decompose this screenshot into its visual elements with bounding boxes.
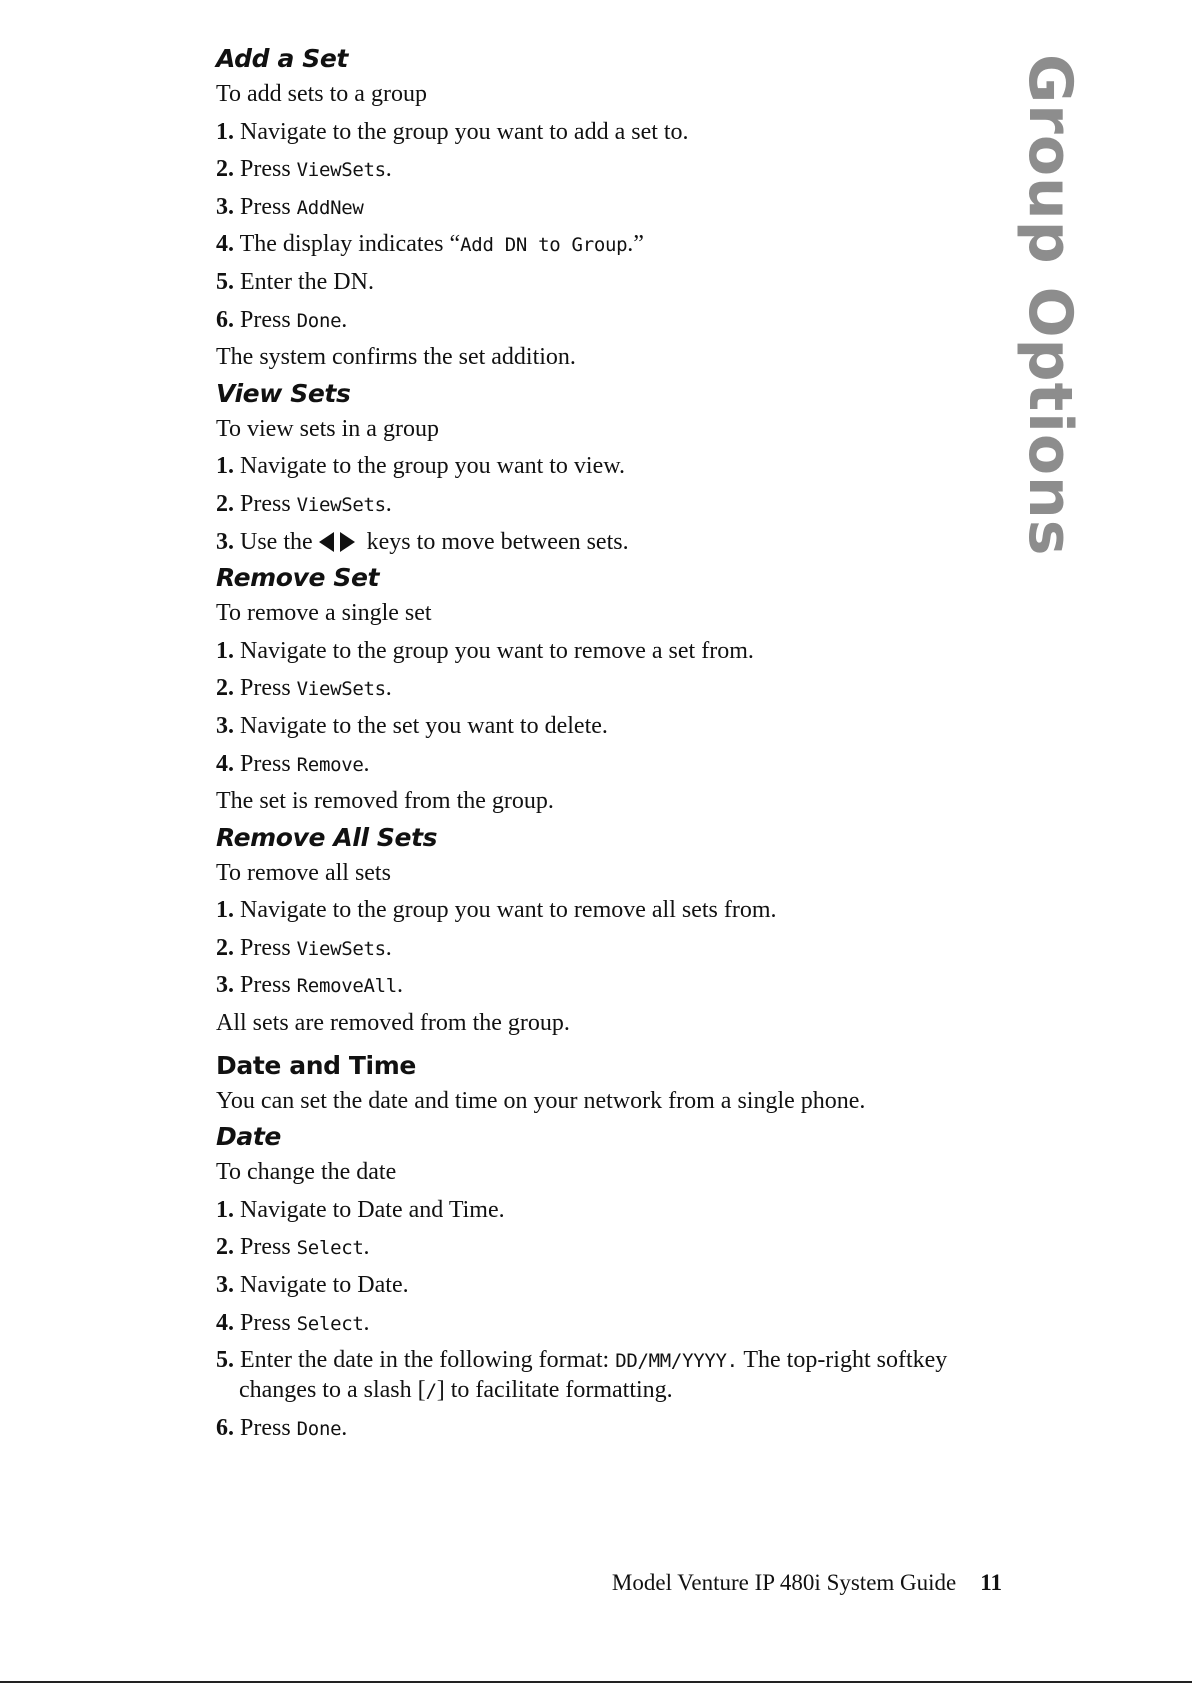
list-item	[216, 1192, 1016, 1230]
list-item	[216, 448, 1016, 486]
step-text: Navigate to the group you want to remove a set from.	[240, 637, 754, 664]
step-number: 1.	[216, 897, 234, 924]
step-text: Press	[240, 1234, 297, 1261]
heading-add-a-set: Add a Set	[216, 44, 348, 73]
softkey-label: Select	[296, 1237, 364, 1260]
list-item	[216, 264, 1016, 302]
intro-add-a-set: To add sets to a group	[216, 81, 427, 107]
heading-remove-set: Remove Set	[216, 563, 380, 593]
step-number: 3.	[216, 972, 234, 999]
softkey-label: Select	[296, 1312, 364, 1335]
step-text: Press	[240, 934, 297, 961]
list-item	[216, 1229, 1016, 1267]
list-item	[216, 302, 1016, 340]
heading-date-and-time: Date and Time	[216, 1050, 416, 1080]
outro-remove-all-sets: All sets are removed from the group.	[216, 1010, 570, 1037]
list-item	[216, 151, 1016, 189]
step-text: ] to facilitate formatting.	[436, 1377, 673, 1404]
bottom-divider	[0, 1681, 1192, 1683]
list-item	[216, 746, 1016, 784]
step-text: .	[396, 972, 403, 999]
page-number: 11	[980, 1570, 1002, 1595]
list-item	[216, 670, 1016, 708]
intro-remove-set: To remove a single set	[216, 600, 432, 627]
heading-date: Date	[216, 1122, 281, 1152]
step-text: Navigate to Date and Time.	[240, 1196, 505, 1223]
softkey-label: AddNew	[296, 196, 364, 219]
step-number: 3.	[216, 1272, 234, 1299]
softkey-label: Done	[296, 1418, 342, 1441]
step-number: 2.	[216, 934, 234, 961]
step-text: .	[341, 1415, 348, 1442]
step-text: Press	[240, 675, 297, 702]
list-item	[216, 524, 1016, 562]
list-item	[216, 892, 1016, 930]
softkey-label: ViewSets	[296, 159, 386, 182]
step-number: 4.	[216, 1309, 234, 1336]
intro-view-sets: To view sets in a group	[216, 415, 439, 442]
page-footer	[612, 1570, 1002, 1596]
list-item	[216, 967, 1016, 1005]
step-text: Press	[240, 972, 297, 999]
date-format-label: DD/MM/YYYY.	[615, 1350, 738, 1373]
step-text: Navigate to the set you want to delete.	[240, 712, 608, 739]
list-item	[216, 1267, 1016, 1305]
step-text: Enter the DN.	[240, 268, 374, 295]
step-text: Press	[240, 193, 297, 220]
slash-key-label: /	[425, 1380, 437, 1403]
step-number: 3.	[216, 528, 234, 555]
list-item	[216, 633, 1016, 671]
list-item	[216, 226, 1016, 264]
step-number: 5.	[216, 1347, 234, 1374]
step-text: Enter the date in the following format:	[240, 1347, 616, 1374]
step-text: .	[385, 490, 392, 517]
page-content	[216, 42, 1016, 1448]
intro-date-and-time: You can set the date and time on your network from a single phone.	[216, 1087, 866, 1114]
step-text: Press	[240, 750, 297, 777]
step-text: Press	[240, 306, 297, 333]
step-text: Navigate to the group you want to view.	[240, 453, 626, 480]
step-text: Navigate to the group you want to remove all sets from.	[240, 897, 777, 924]
heading-view-sets: View Sets	[216, 378, 351, 408]
step-text: .	[341, 306, 348, 333]
softkey-label: ViewSets	[296, 937, 386, 960]
right-arrow-key-icon	[340, 532, 355, 552]
step-number: 3.	[216, 712, 234, 739]
step-text: Navigate to the group you want to add a set to.	[240, 118, 689, 145]
step-text: .	[385, 156, 392, 183]
step-number: 1.	[216, 118, 234, 145]
step-text: .	[385, 934, 392, 961]
step-text: Press	[240, 1309, 297, 1336]
step-number: 2.	[216, 675, 234, 702]
step-text: .	[363, 1234, 370, 1261]
step-text: The display indicates “	[239, 231, 461, 258]
step-number: 1.	[216, 637, 234, 664]
outro-add-a-set: The system confirms the set addition.	[216, 344, 576, 371]
step-number: 6.	[216, 1415, 234, 1442]
step-text: .	[363, 1309, 370, 1336]
intro-remove-all-sets: To remove all sets	[216, 859, 391, 886]
step-text: keys to move between sets.	[360, 528, 629, 555]
step-text: Navigate to Date.	[240, 1272, 409, 1299]
step-number: 5.	[216, 268, 234, 295]
step-text: .	[363, 750, 370, 777]
softkey-label: ViewSets	[296, 678, 386, 701]
step-text: Press	[240, 490, 297, 517]
step-number: 1.	[216, 1196, 234, 1223]
list-item	[216, 114, 1016, 152]
section-side-tab: Group Options	[1015, 54, 1085, 557]
list-item	[216, 486, 1016, 524]
heading-remove-all-sets: Remove All Sets	[216, 822, 438, 852]
step-number: 2.	[216, 156, 234, 183]
footer-guide-title: Model Venture IP 480i System Guide	[611, 1570, 957, 1595]
display-message: Add DN to Group	[460, 234, 628, 257]
step-number: 4.	[216, 231, 234, 258]
list-item	[216, 189, 1016, 227]
list-item	[216, 1410, 1016, 1448]
list-item	[216, 1305, 1016, 1343]
step-text: .”	[627, 231, 644, 258]
step-number: 6.	[216, 306, 234, 333]
softkey-label: RemoveAll	[296, 975, 397, 998]
step-text: Use the	[240, 528, 313, 555]
softkey-label: Done	[296, 309, 342, 332]
step-number: 4.	[216, 750, 234, 777]
step-number: 1.	[216, 453, 234, 480]
step-text: The top-right softkey changes to a slash [	[239, 1347, 948, 1404]
outro-remove-set: The set is removed from the group.	[216, 788, 554, 815]
step-text: Press	[240, 1415, 297, 1442]
step-text: .	[385, 675, 392, 702]
softkey-label: Remove	[296, 753, 364, 776]
list-item	[216, 708, 1016, 746]
step-number: 2.	[216, 490, 234, 517]
step-number: 2.	[216, 1234, 234, 1261]
step-text: Press	[240, 156, 297, 183]
intro-date: To change the date	[216, 1159, 397, 1186]
left-arrow-key-icon	[319, 532, 334, 552]
step-number: 3.	[216, 193, 234, 220]
list-item	[216, 1346, 1016, 1406]
list-item	[216, 930, 1016, 968]
softkey-label: ViewSets	[296, 493, 386, 516]
